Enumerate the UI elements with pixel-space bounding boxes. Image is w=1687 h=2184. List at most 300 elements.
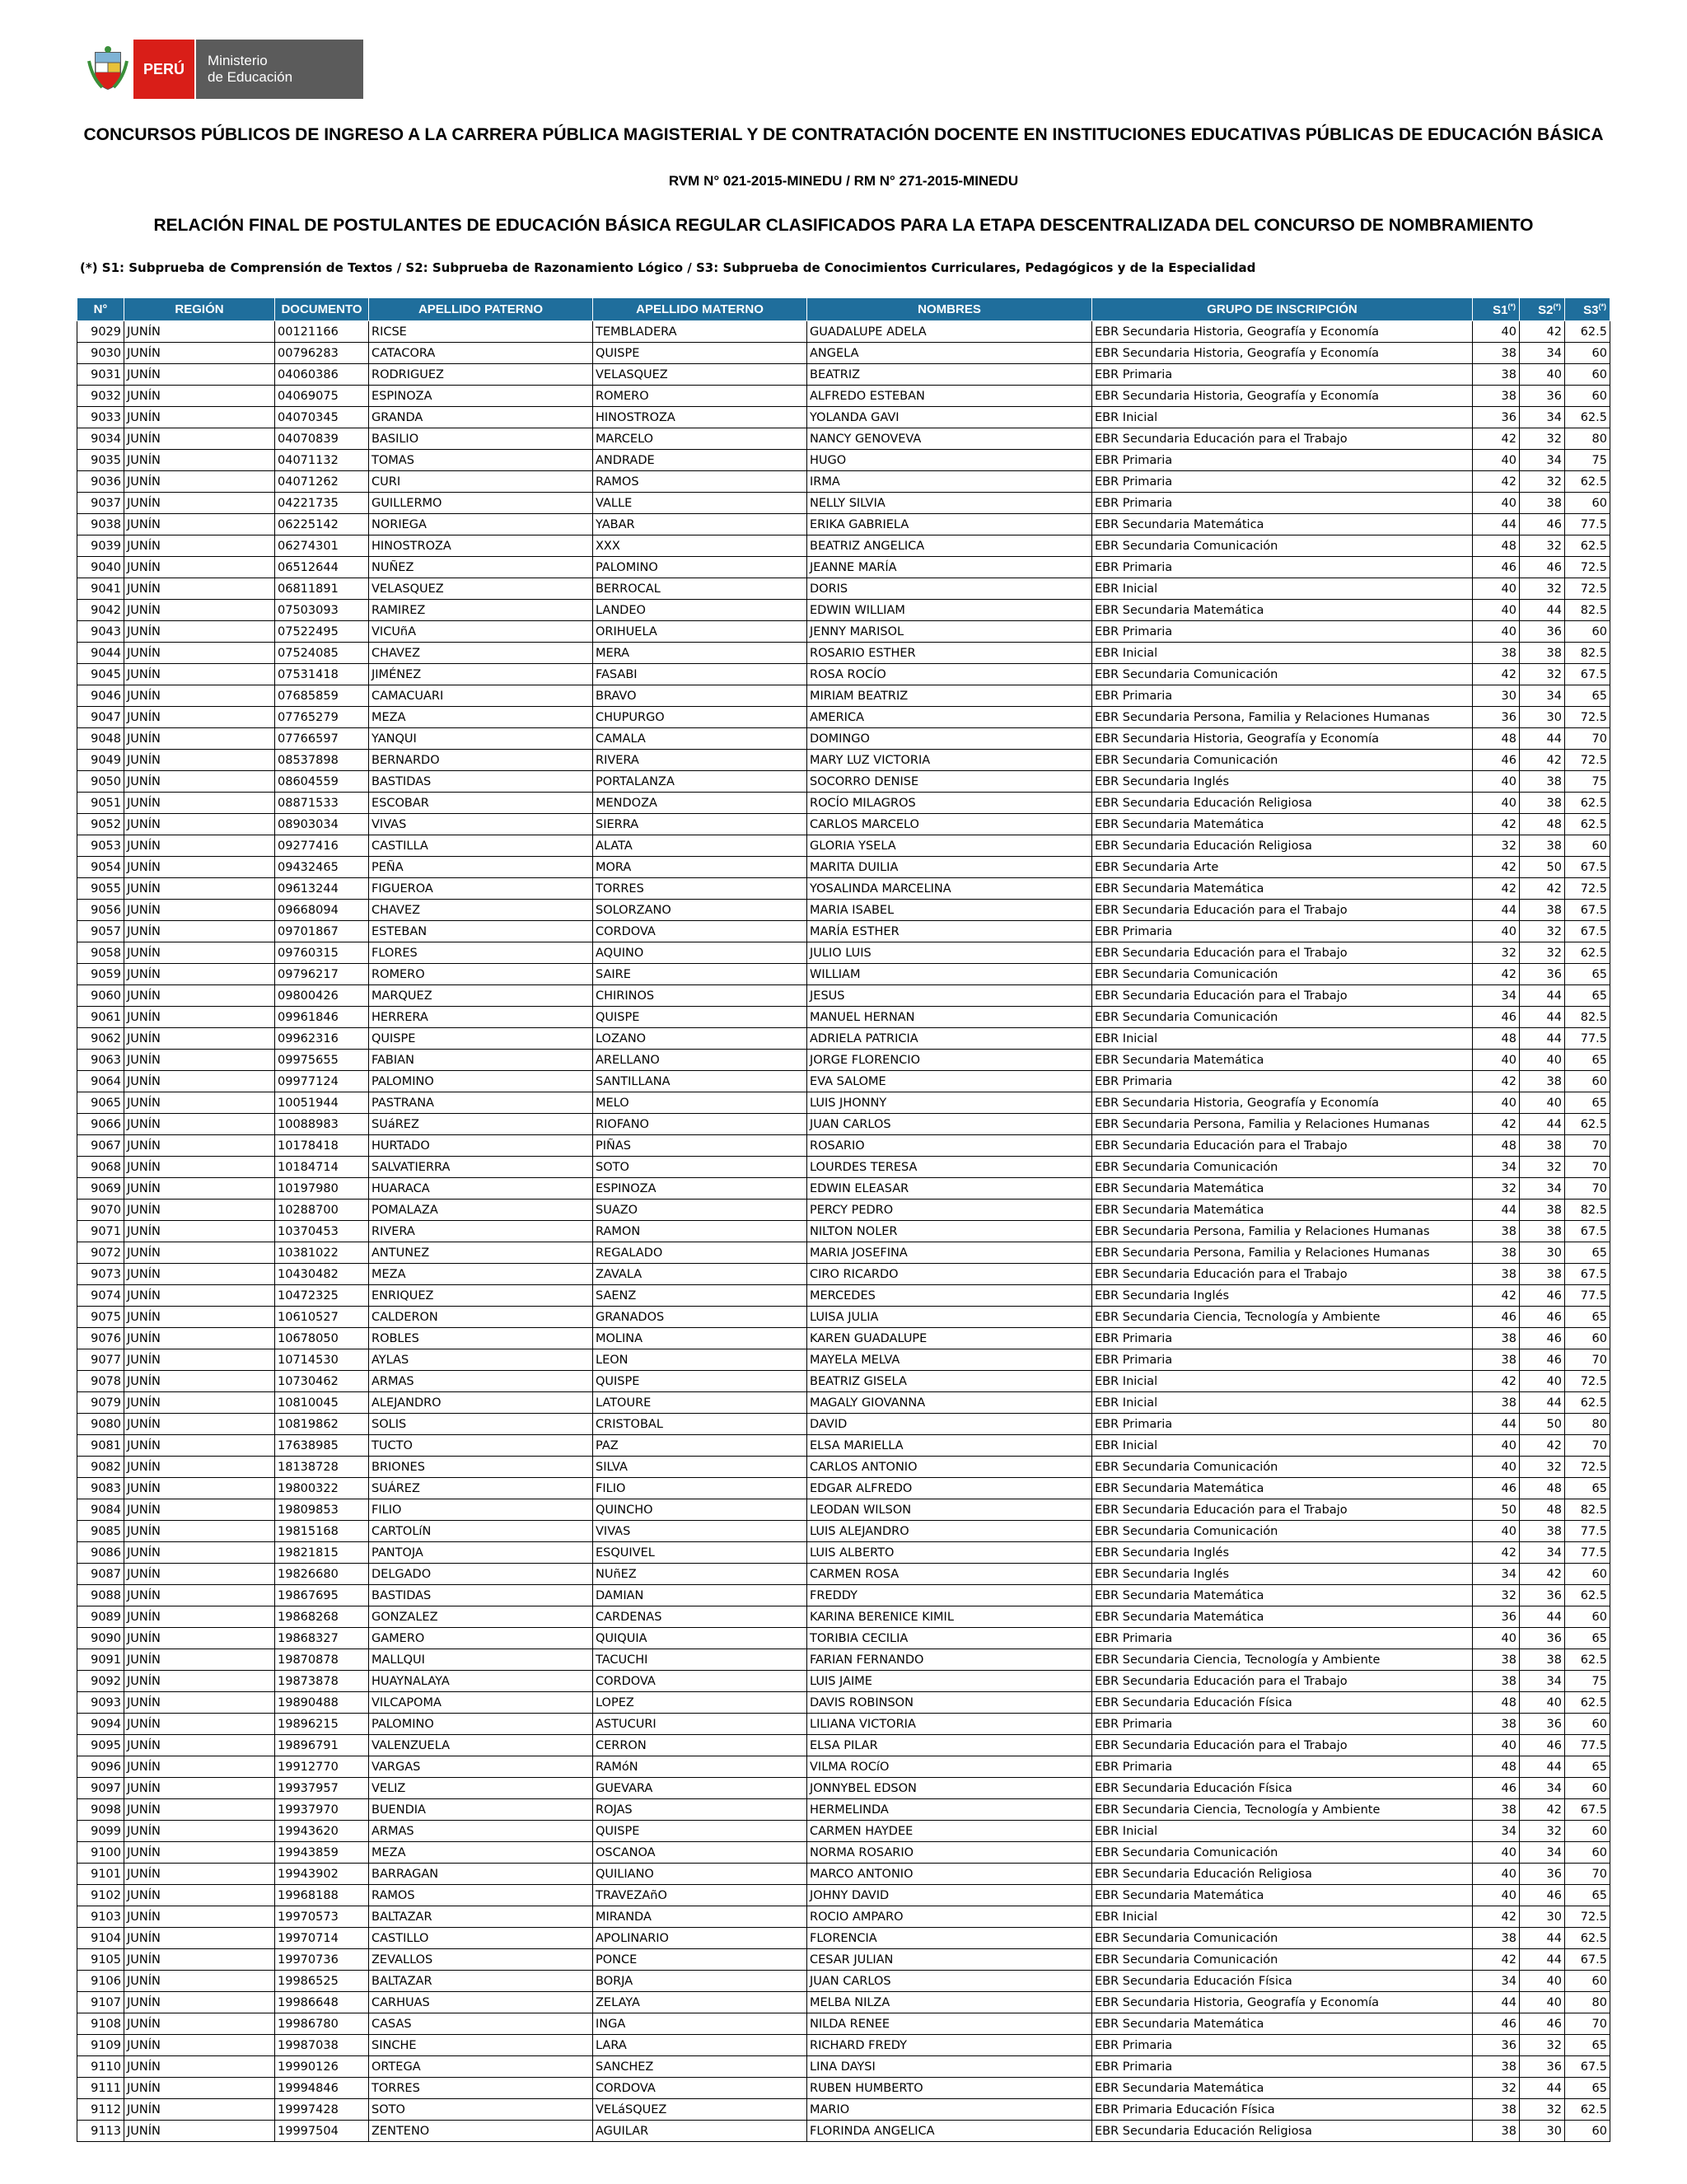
header-label: DOCUMENTO	[281, 302, 362, 316]
cell-maternal-surname: PONCE	[593, 1949, 807, 1971]
cell-group: EBR Secundaria Educación Física	[1092, 1971, 1473, 1992]
table-row	[77, 364, 1610, 386]
cell-s2: 38	[1520, 1264, 1565, 1285]
cell-region: JUNÍN	[124, 1928, 275, 1949]
cell-s2: 38	[1520, 793, 1565, 814]
cell-document: 10714530	[275, 1349, 369, 1371]
cell-names: TORIBIA CECILIA	[807, 1628, 1092, 1649]
cell-group: EBR Secundaria Matemática	[1092, 878, 1473, 900]
cell-s1: 42	[1473, 857, 1520, 878]
cell-s3: 72.5	[1565, 750, 1610, 771]
cell-s1: 38	[1473, 2099, 1520, 2121]
cell-s3: 60	[1565, 1971, 1610, 1992]
cell-document: 08871533	[275, 793, 369, 814]
cell-s1: 48	[1473, 1028, 1520, 1050]
cell-group: EBR Inicial	[1092, 1821, 1473, 1842]
cell-region: JUNÍN	[124, 1585, 275, 1606]
cell-s1: 36	[1473, 407, 1520, 428]
table-row	[77, 1435, 1610, 1457]
cell-group: EBR Secundaria Comunicación	[1092, 1928, 1473, 1949]
cell-names: JESUS	[807, 985, 1092, 1007]
cell-maternal-surname: TACUCHI	[593, 1649, 807, 1671]
table-row	[77, 1157, 1610, 1178]
cell-number: 9096	[77, 1756, 124, 1778]
cell-s2: 46	[1520, 1885, 1565, 1906]
cell-group: EBR Secundaria Educación para el Trabajo	[1092, 942, 1473, 964]
cell-group: EBR Primaria Educación Física	[1092, 2099, 1473, 2121]
header-label: S3	[1583, 302, 1599, 317]
cell-maternal-surname: GRANADOS	[593, 1307, 807, 1328]
cell-s2: 34	[1520, 1542, 1565, 1564]
cell-names: MARIA JOSEFINA	[807, 1242, 1092, 1264]
cell-paternal-surname: SOLIS	[369, 1414, 593, 1435]
cell-s3: 60	[1565, 493, 1610, 514]
table-row	[77, 964, 1610, 985]
cell-group: EBR Secundaria Historia, Geografía y Economía	[1092, 343, 1473, 364]
cell-s3: 62.5	[1565, 1928, 1610, 1949]
cell-s3: 60	[1565, 1071, 1610, 1092]
cell-document: 10730462	[275, 1371, 369, 1392]
cell-paternal-surname: GAMERO	[369, 1628, 593, 1649]
cell-number: 9067	[77, 1135, 124, 1157]
cell-s2: 36	[1520, 621, 1565, 643]
cell-number: 9112	[77, 2099, 124, 2121]
cell-group: EBR Secundaria Comunicación	[1092, 750, 1473, 771]
cell-region: JUNÍN	[124, 1499, 275, 1521]
cell-maternal-surname: ROJAS	[593, 1799, 807, 1821]
cell-s2: 46	[1520, 1349, 1565, 1371]
header-label: S1	[1493, 302, 1508, 317]
cell-region: JUNÍN	[124, 1949, 275, 1971]
cell-group: EBR Secundaria Historia, Geografía y Economía	[1092, 1992, 1473, 2013]
cell-region: JUNÍN	[124, 386, 275, 407]
table-row	[77, 1242, 1610, 1264]
coat-of-arms-icon	[82, 40, 133, 99]
cell-s1: 44	[1473, 1200, 1520, 1221]
cell-names: LUIS ALEJANDRO	[807, 1521, 1092, 1542]
cell-s3: 70	[1565, 1864, 1610, 1885]
cell-s3: 67.5	[1565, 1264, 1610, 1285]
cell-maternal-surname: AGUILAR	[593, 2121, 807, 2142]
cell-document: 10288700	[275, 1200, 369, 1221]
cell-s3: 60	[1565, 1778, 1610, 1799]
cell-document: 19809853	[275, 1499, 369, 1521]
cell-s3: 62.5	[1565, 942, 1610, 964]
logo-ministry-line-2: de Educación	[208, 69, 293, 85]
cell-maternal-surname: CHUPURGO	[593, 707, 807, 728]
cell-names: DOMINGO	[807, 728, 1092, 750]
cell-s3: 70	[1565, 1349, 1610, 1371]
cell-region: JUNÍN	[124, 1992, 275, 2013]
cell-document: 19990126	[275, 2056, 369, 2078]
table-row	[77, 493, 1610, 514]
cell-names: KAREN GUADALUPE	[807, 1328, 1092, 1349]
cell-region: JUNÍN	[124, 1307, 275, 1328]
cell-maternal-surname: QUINCHO	[593, 1499, 807, 1521]
cell-group: EBR Secundaria Educación para el Trabajo	[1092, 1735, 1473, 1756]
cell-s2: 36	[1520, 386, 1565, 407]
cell-names: VILMA ROCíO	[807, 1756, 1092, 1778]
cell-number: 9088	[77, 1585, 124, 1606]
cell-region: JUNÍN	[124, 2078, 275, 2099]
cell-number: 9074	[77, 1285, 124, 1307]
cell-s3: 80	[1565, 1992, 1610, 2013]
cell-maternal-surname: CAMALA	[593, 728, 807, 750]
cell-paternal-surname: RICSE	[369, 321, 593, 343]
cell-group: EBR Primaria	[1092, 1349, 1473, 1371]
cell-s2: 44	[1520, 1007, 1565, 1028]
cell-paternal-surname: POMALAZA	[369, 1200, 593, 1221]
cell-group: EBR Secundaria Comunicación	[1092, 1842, 1473, 1864]
cell-s1: 34	[1473, 1157, 1520, 1178]
cell-names: JEANNE MARÍA	[807, 557, 1092, 578]
cell-paternal-surname: VICUñA	[369, 621, 593, 643]
cell-region: JUNÍN	[124, 578, 275, 600]
cell-s2: 46	[1520, 1735, 1565, 1756]
cell-region: JUNÍN	[124, 1264, 275, 1285]
minedu-logo	[82, 40, 363, 99]
cell-s3: 62.5	[1565, 1392, 1610, 1414]
cell-s1: 48	[1473, 1135, 1520, 1157]
cell-s2: 34	[1520, 1671, 1565, 1692]
cell-s1: 42	[1473, 1906, 1520, 1928]
cell-s2: 44	[1520, 1028, 1565, 1050]
cell-number: 9111	[77, 2078, 124, 2099]
cell-paternal-surname: VALENZUELA	[369, 1735, 593, 1756]
cell-paternal-surname: ROBLES	[369, 1328, 593, 1349]
cell-names: ROCÍO MILAGROS	[807, 793, 1092, 814]
cell-s3: 65	[1565, 1050, 1610, 1071]
cell-group: EBR Secundaria Historia, Geografía y Economía	[1092, 386, 1473, 407]
cell-paternal-surname: ANTUNEZ	[369, 1242, 593, 1264]
cell-names: HERMELINDA	[807, 1799, 1092, 1821]
cell-group: EBR Secundaria Comunicación	[1092, 1949, 1473, 1971]
cell-region: JUNÍN	[124, 1435, 275, 1457]
cell-group: EBR Secundaria Comunicación	[1092, 1521, 1473, 1542]
cell-region: JUNÍN	[124, 1371, 275, 1392]
cell-s1: 38	[1473, 1671, 1520, 1692]
cell-maternal-surname: TORRES	[593, 878, 807, 900]
cell-s3: 82.5	[1565, 1007, 1610, 1028]
cell-s2: 38	[1520, 1221, 1565, 1242]
cell-number: 9105	[77, 1949, 124, 1971]
cell-document: 19986525	[275, 1971, 369, 1992]
cell-s1: 40	[1473, 1885, 1520, 1906]
cell-group: EBR Secundaria Ciencia, Tecnología y Ambiente	[1092, 1649, 1473, 1671]
cell-s1: 40	[1473, 450, 1520, 471]
cell-s1: 40	[1473, 1457, 1520, 1478]
cell-s2: 38	[1520, 1135, 1565, 1157]
cell-names: ERIKA GABRIELA	[807, 514, 1092, 535]
cell-s3: 77.5	[1565, 1521, 1610, 1542]
cell-region: JUNÍN	[124, 1821, 275, 1842]
cell-maternal-surname: QUILIANO	[593, 1864, 807, 1885]
cell-paternal-surname: DELGADO	[369, 1564, 593, 1585]
cell-group: EBR Secundaria Historia, Geografía y Economía	[1092, 1092, 1473, 1114]
cell-maternal-surname: SAENZ	[593, 1285, 807, 1307]
table-row	[77, 321, 1610, 343]
cell-paternal-surname: RIVERA	[369, 1221, 593, 1242]
table-row	[77, 900, 1610, 921]
cell-paternal-surname: CAMACUARI	[369, 685, 593, 707]
cell-paternal-surname: SUáREZ	[369, 1114, 593, 1135]
cell-s2: 32	[1520, 921, 1565, 942]
cell-s3: 60	[1565, 343, 1610, 364]
cell-number: 9109	[77, 2035, 124, 2056]
cell-paternal-surname: MALLQUI	[369, 1649, 593, 1671]
cell-s2: 32	[1520, 535, 1565, 557]
cell-s3: 70	[1565, 1178, 1610, 1200]
cell-names: MAYELA MELVA	[807, 1349, 1092, 1371]
cell-paternal-surname: QUISPE	[369, 1028, 593, 1050]
cell-s1: 46	[1473, 2013, 1520, 2035]
cell-region: JUNÍN	[124, 364, 275, 386]
cell-maternal-surname: BERROCAL	[593, 578, 807, 600]
cell-s2: 32	[1520, 471, 1565, 493]
results-table	[77, 297, 1610, 2142]
cell-s2: 34	[1520, 1178, 1565, 1200]
cell-s2: 34	[1520, 450, 1565, 471]
cell-names: CARMEN ROSA	[807, 1564, 1092, 1585]
cell-s2: 42	[1520, 1435, 1565, 1457]
cell-maternal-surname: RIVERA	[593, 750, 807, 771]
cell-document: 19994846	[275, 2078, 369, 2099]
cell-maternal-surname: LANDEO	[593, 600, 807, 621]
cell-paternal-surname: SALVATIERRA	[369, 1157, 593, 1178]
table-row	[77, 1499, 1610, 1521]
cell-s1: 36	[1473, 1606, 1520, 1628]
cell-number: 9051	[77, 793, 124, 814]
cell-region: JUNÍN	[124, 793, 275, 814]
cell-names: LINA DAYSI	[807, 2056, 1092, 2078]
cell-document: 07765279	[275, 707, 369, 728]
cell-region: JUNÍN	[124, 1050, 275, 1071]
cell-number: 9101	[77, 1864, 124, 1885]
cell-document: 10051944	[275, 1092, 369, 1114]
cell-group: EBR Secundaria Educación para el Trabajo	[1092, 1264, 1473, 1285]
cell-maternal-surname: OSCANOA	[593, 1842, 807, 1864]
table-row	[77, 343, 1610, 364]
table-body	[77, 321, 1610, 2142]
table-row	[77, 878, 1610, 900]
cell-s1: 48	[1473, 535, 1520, 557]
cell-paternal-surname: PANTOJA	[369, 1542, 593, 1564]
cell-paternal-surname: CHAVEZ	[369, 900, 593, 921]
logo-country-label: PERÚ	[133, 40, 194, 99]
cell-group: EBR Primaria	[1092, 1714, 1473, 1735]
cell-group: EBR Secundaria Inglés	[1092, 1564, 1473, 1585]
cell-paternal-surname: ROMERO	[369, 964, 593, 985]
cell-paternal-surname: ESTEBAN	[369, 921, 593, 942]
cell-s1: 38	[1473, 1799, 1520, 1821]
cell-s2: 32	[1520, 1821, 1565, 1842]
cell-s2: 30	[1520, 1906, 1565, 1928]
cell-s1: 40	[1473, 793, 1520, 814]
table-row	[77, 1864, 1610, 1885]
footnote-mark: (*)	[1553, 302, 1561, 311]
table-row	[77, 942, 1610, 964]
table-row	[77, 685, 1610, 707]
cell-maternal-surname: ORIHUELA	[593, 621, 807, 643]
cell-s3: 82.5	[1565, 643, 1610, 664]
cell-number: 9092	[77, 1671, 124, 1692]
cell-paternal-surname: RAMIREZ	[369, 600, 593, 621]
cell-document: 04071132	[275, 450, 369, 471]
table-row	[77, 557, 1610, 578]
cell-s1: 46	[1473, 1307, 1520, 1328]
cell-group: EBR Secundaria Matemática	[1092, 1050, 1473, 1071]
cell-s1: 44	[1473, 514, 1520, 535]
cell-number: 9065	[77, 1092, 124, 1114]
cell-s1: 38	[1473, 1242, 1520, 1264]
cell-paternal-surname: GRANDA	[369, 407, 593, 428]
cell-number: 9087	[77, 1564, 124, 1585]
cell-region: JUNÍN	[124, 1542, 275, 1564]
cell-document: 07531418	[275, 664, 369, 685]
cell-maternal-surname: LATOURE	[593, 1392, 807, 1414]
table-row	[77, 1200, 1610, 1221]
cell-document: 06274301	[275, 535, 369, 557]
cell-paternal-surname: VIVAS	[369, 814, 593, 835]
cell-s3: 65	[1565, 685, 1610, 707]
cell-document: 19821815	[275, 1542, 369, 1564]
cell-region: JUNÍN	[124, 643, 275, 664]
header-label: N°	[93, 302, 108, 316]
table-row	[77, 1178, 1610, 1200]
cell-number: 9062	[77, 1028, 124, 1050]
cell-number: 9106	[77, 1971, 124, 1992]
table-row	[77, 1649, 1610, 1671]
page-title: CONCURSOS PÚBLICOS DE INGRESO A LA CARRERA PÚBLICA MAGISTERIAL Y DE CONTRATACIÓN DOCENTE EN INSTITUCIONES EDUCATIVAS PÚBLICAS DE EDUCACIÓN BÁSICA	[83, 125, 1604, 144]
table-row	[77, 1971, 1610, 1992]
cell-s1: 40	[1473, 1092, 1520, 1114]
cell-document: 04221735	[275, 493, 369, 514]
table-row	[77, 1349, 1610, 1371]
cell-group: EBR Primaria	[1092, 1628, 1473, 1649]
cell-s3: 62.5	[1565, 535, 1610, 557]
cell-group: EBR Secundaria Comunicación	[1092, 1007, 1473, 1028]
header-col-region	[124, 298, 275, 321]
cell-maternal-surname: ROMERO	[593, 386, 807, 407]
cell-maternal-surname: TRAVEZAñO	[593, 1885, 807, 1906]
cell-group: EBR Secundaria Ciencia, Tecnología y Ambiente	[1092, 1799, 1473, 1821]
cell-region: JUNÍN	[124, 407, 275, 428]
cell-s1: 38	[1473, 1392, 1520, 1414]
cell-s2: 38	[1520, 493, 1565, 514]
cell-number: 9108	[77, 2013, 124, 2035]
cell-s2: 38	[1520, 900, 1565, 921]
cell-region: JUNÍN	[124, 835, 275, 857]
cell-maternal-surname: SAIRE	[593, 964, 807, 985]
table-row	[77, 2121, 1610, 2142]
cell-s3: 67.5	[1565, 857, 1610, 878]
cell-names: ADRIELA PATRICIA	[807, 1028, 1092, 1050]
cell-names: MARITA DUILIA	[807, 857, 1092, 878]
cell-number: 9110	[77, 2056, 124, 2078]
cell-s1: 42	[1473, 1114, 1520, 1135]
cell-s3: 67.5	[1565, 664, 1610, 685]
cell-group: EBR Secundaria Matemática	[1092, 2078, 1473, 2099]
cell-document: 10472325	[275, 1285, 369, 1307]
cell-region: JUNÍN	[124, 1478, 275, 1499]
cell-s3: 77.5	[1565, 1542, 1610, 1564]
cell-document: 10610527	[275, 1307, 369, 1328]
cell-paternal-surname: TORRES	[369, 2078, 593, 2099]
cell-region: JUNÍN	[124, 1071, 275, 1092]
cell-maternal-surname: MENDOZA	[593, 793, 807, 814]
cell-group: EBR Secundaria Educación para el Trabajo	[1092, 1671, 1473, 1692]
cell-document: 04071262	[275, 471, 369, 493]
cell-s2: 46	[1520, 1328, 1565, 1349]
cell-s2: 36	[1520, 1628, 1565, 1649]
cell-paternal-surname: VELIZ	[369, 1778, 593, 1799]
table-row	[77, 1457, 1610, 1478]
cell-group: EBR Secundaria Arte	[1092, 857, 1473, 878]
cell-maternal-surname: VELASQUEZ	[593, 364, 807, 386]
cell-s2: 46	[1520, 1307, 1565, 1328]
cell-group: EBR Primaria	[1092, 1328, 1473, 1349]
cell-s3: 60	[1565, 1328, 1610, 1349]
cell-s1: 42	[1473, 1071, 1520, 1092]
table-row	[77, 2013, 1610, 2035]
cell-s2: 50	[1520, 1414, 1565, 1435]
cell-number: 9049	[77, 750, 124, 771]
cell-maternal-surname: HINOSTROZA	[593, 407, 807, 428]
cell-s1: 36	[1473, 707, 1520, 728]
cell-s1: 42	[1473, 1285, 1520, 1307]
cell-s3: 65	[1565, 1885, 1610, 1906]
cell-paternal-surname: VARGAS	[369, 1756, 593, 1778]
cell-s3: 65	[1565, 964, 1610, 985]
cell-s3: 62.5	[1565, 2099, 1610, 2121]
cell-names: HUGO	[807, 450, 1092, 471]
cell-document: 04060386	[275, 364, 369, 386]
cell-paternal-surname: HUAYNALAYA	[369, 1671, 593, 1692]
cell-paternal-surname: CHAVEZ	[369, 643, 593, 664]
cell-group: EBR Secundaria Matemática	[1092, 814, 1473, 835]
cell-s3: 60	[1565, 2121, 1610, 2142]
table-row	[77, 2035, 1610, 2056]
cell-maternal-surname: QUISPE	[593, 1821, 807, 1842]
cell-s3: 80	[1565, 1414, 1610, 1435]
cell-document: 09961846	[275, 1007, 369, 1028]
cell-s2: 34	[1520, 343, 1565, 364]
cell-document: 19986780	[275, 2013, 369, 2035]
table-row	[77, 1521, 1610, 1542]
cell-document: 17638985	[275, 1435, 369, 1457]
cell-document: 19826680	[275, 1564, 369, 1585]
cell-paternal-surname: YANQUI	[369, 728, 593, 750]
cell-s1: 40	[1473, 1842, 1520, 1864]
cell-region: JUNÍN	[124, 1521, 275, 1542]
cell-paternal-surname: BARRAGAN	[369, 1864, 593, 1885]
cell-maternal-surname: QUISPE	[593, 343, 807, 364]
table-row	[77, 535, 1610, 557]
cell-number: 9073	[77, 1264, 124, 1285]
cell-document: 10184714	[275, 1157, 369, 1178]
cell-number: 9043	[77, 621, 124, 643]
cell-paternal-surname: CASTILLA	[369, 835, 593, 857]
cell-s2: 40	[1520, 1992, 1565, 2013]
cell-number: 9034	[77, 428, 124, 450]
cell-maternal-surname: BORJA	[593, 1971, 807, 1992]
cell-region: JUNÍN	[124, 1735, 275, 1756]
cell-s3: 65	[1565, 2078, 1610, 2099]
cell-names: JENNY MARISOL	[807, 621, 1092, 643]
cell-maternal-surname: CORDOVA	[593, 921, 807, 942]
cell-s2: 32	[1520, 2035, 1565, 2056]
cell-maternal-surname: SIERRA	[593, 814, 807, 835]
